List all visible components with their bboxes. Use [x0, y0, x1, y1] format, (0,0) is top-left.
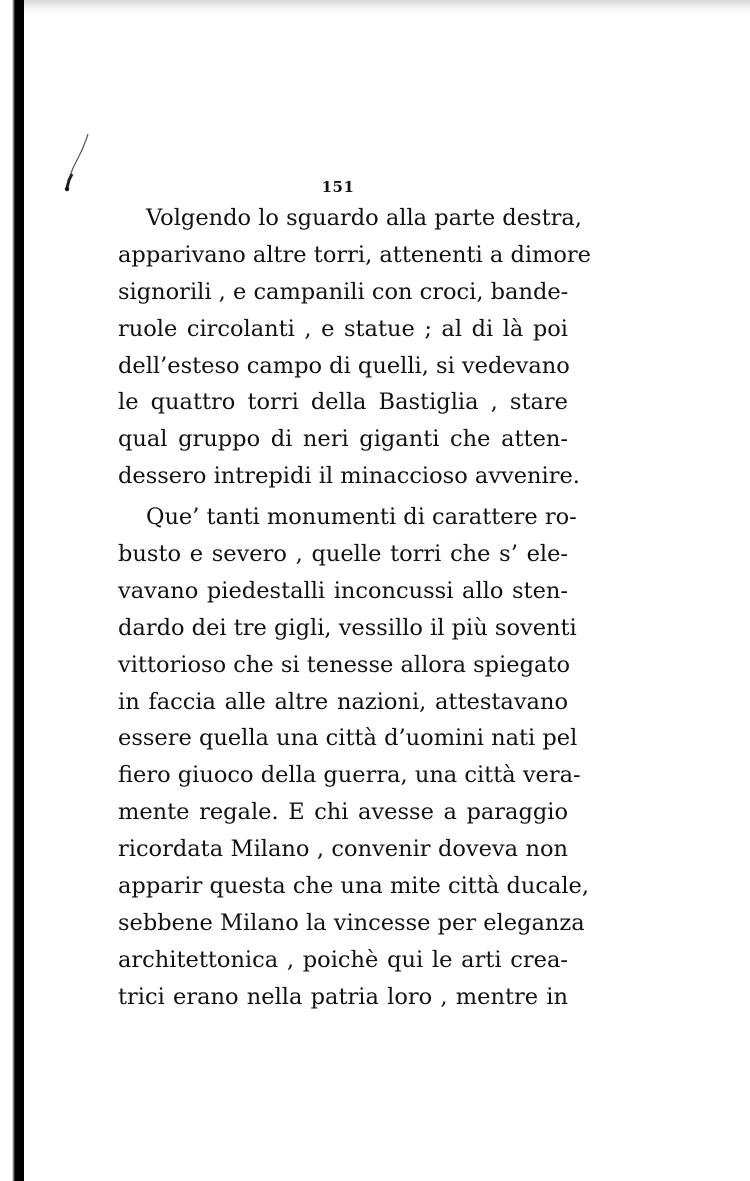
text-line: architettonica , poichè qui le arti crea-: [118, 946, 568, 973]
text-line: le quattro torri della Bastiglia , stare: [118, 389, 568, 416]
book-spine-edge: [0, 0, 24, 1181]
text-line: ricordata Milano , convenir doveva non: [118, 836, 568, 863]
text-line: in faccia alle altre nazioni, attestavano: [118, 688, 568, 715]
text-line: apparir questa che una mite città ducale,: [118, 873, 590, 900]
text-line: vittorioso che si tenesse allora spiegato: [118, 651, 570, 678]
text-line: trici erano nella patria loro , mentre in: [118, 983, 568, 1010]
text-line: busto e severo , quelle torri che s’ ele-: [118, 541, 568, 568]
scan-top-shadow: [24, 0, 750, 14]
text-line: vavano piedestalli inconcussi allo sten-: [118, 577, 568, 604]
text-line: sebbene Milano la vincesse per eleganza: [118, 909, 585, 936]
text-line: fiero giuoco della guerra, una città vera-: [118, 762, 581, 789]
text-line: mente regale. E chi avesse a paraggio: [118, 799, 568, 826]
page-number: 151: [321, 178, 355, 196]
text-line: dell’esteso campo di quelli, si vedevano: [118, 352, 570, 379]
ink-smudge-mark: [64, 132, 90, 192]
body-text: [118, 200, 591, 1016]
text-line: apparivano altre torri, attenenti a dimore: [118, 241, 591, 268]
text-line: dardo dei tre gigli, vessillo il più soventi: [118, 614, 577, 641]
text-line: dessero intrepidi il minaccioso avvenire.: [118, 463, 580, 490]
text-line: Volgendo lo sguardo alla parte destra,: [146, 205, 582, 231]
text-line: essere quella una città d’uomini nati pel: [118, 725, 578, 752]
text-line: ruole circolanti , e statue ; al di là poi: [118, 315, 568, 342]
text-line: Que’ tanti monumenti di carattere ro-: [146, 504, 577, 531]
text-line: signorili , e campanili con croci, bande-: [118, 278, 569, 305]
text-line: qual gruppo di neri giganti che atten-: [118, 426, 568, 453]
